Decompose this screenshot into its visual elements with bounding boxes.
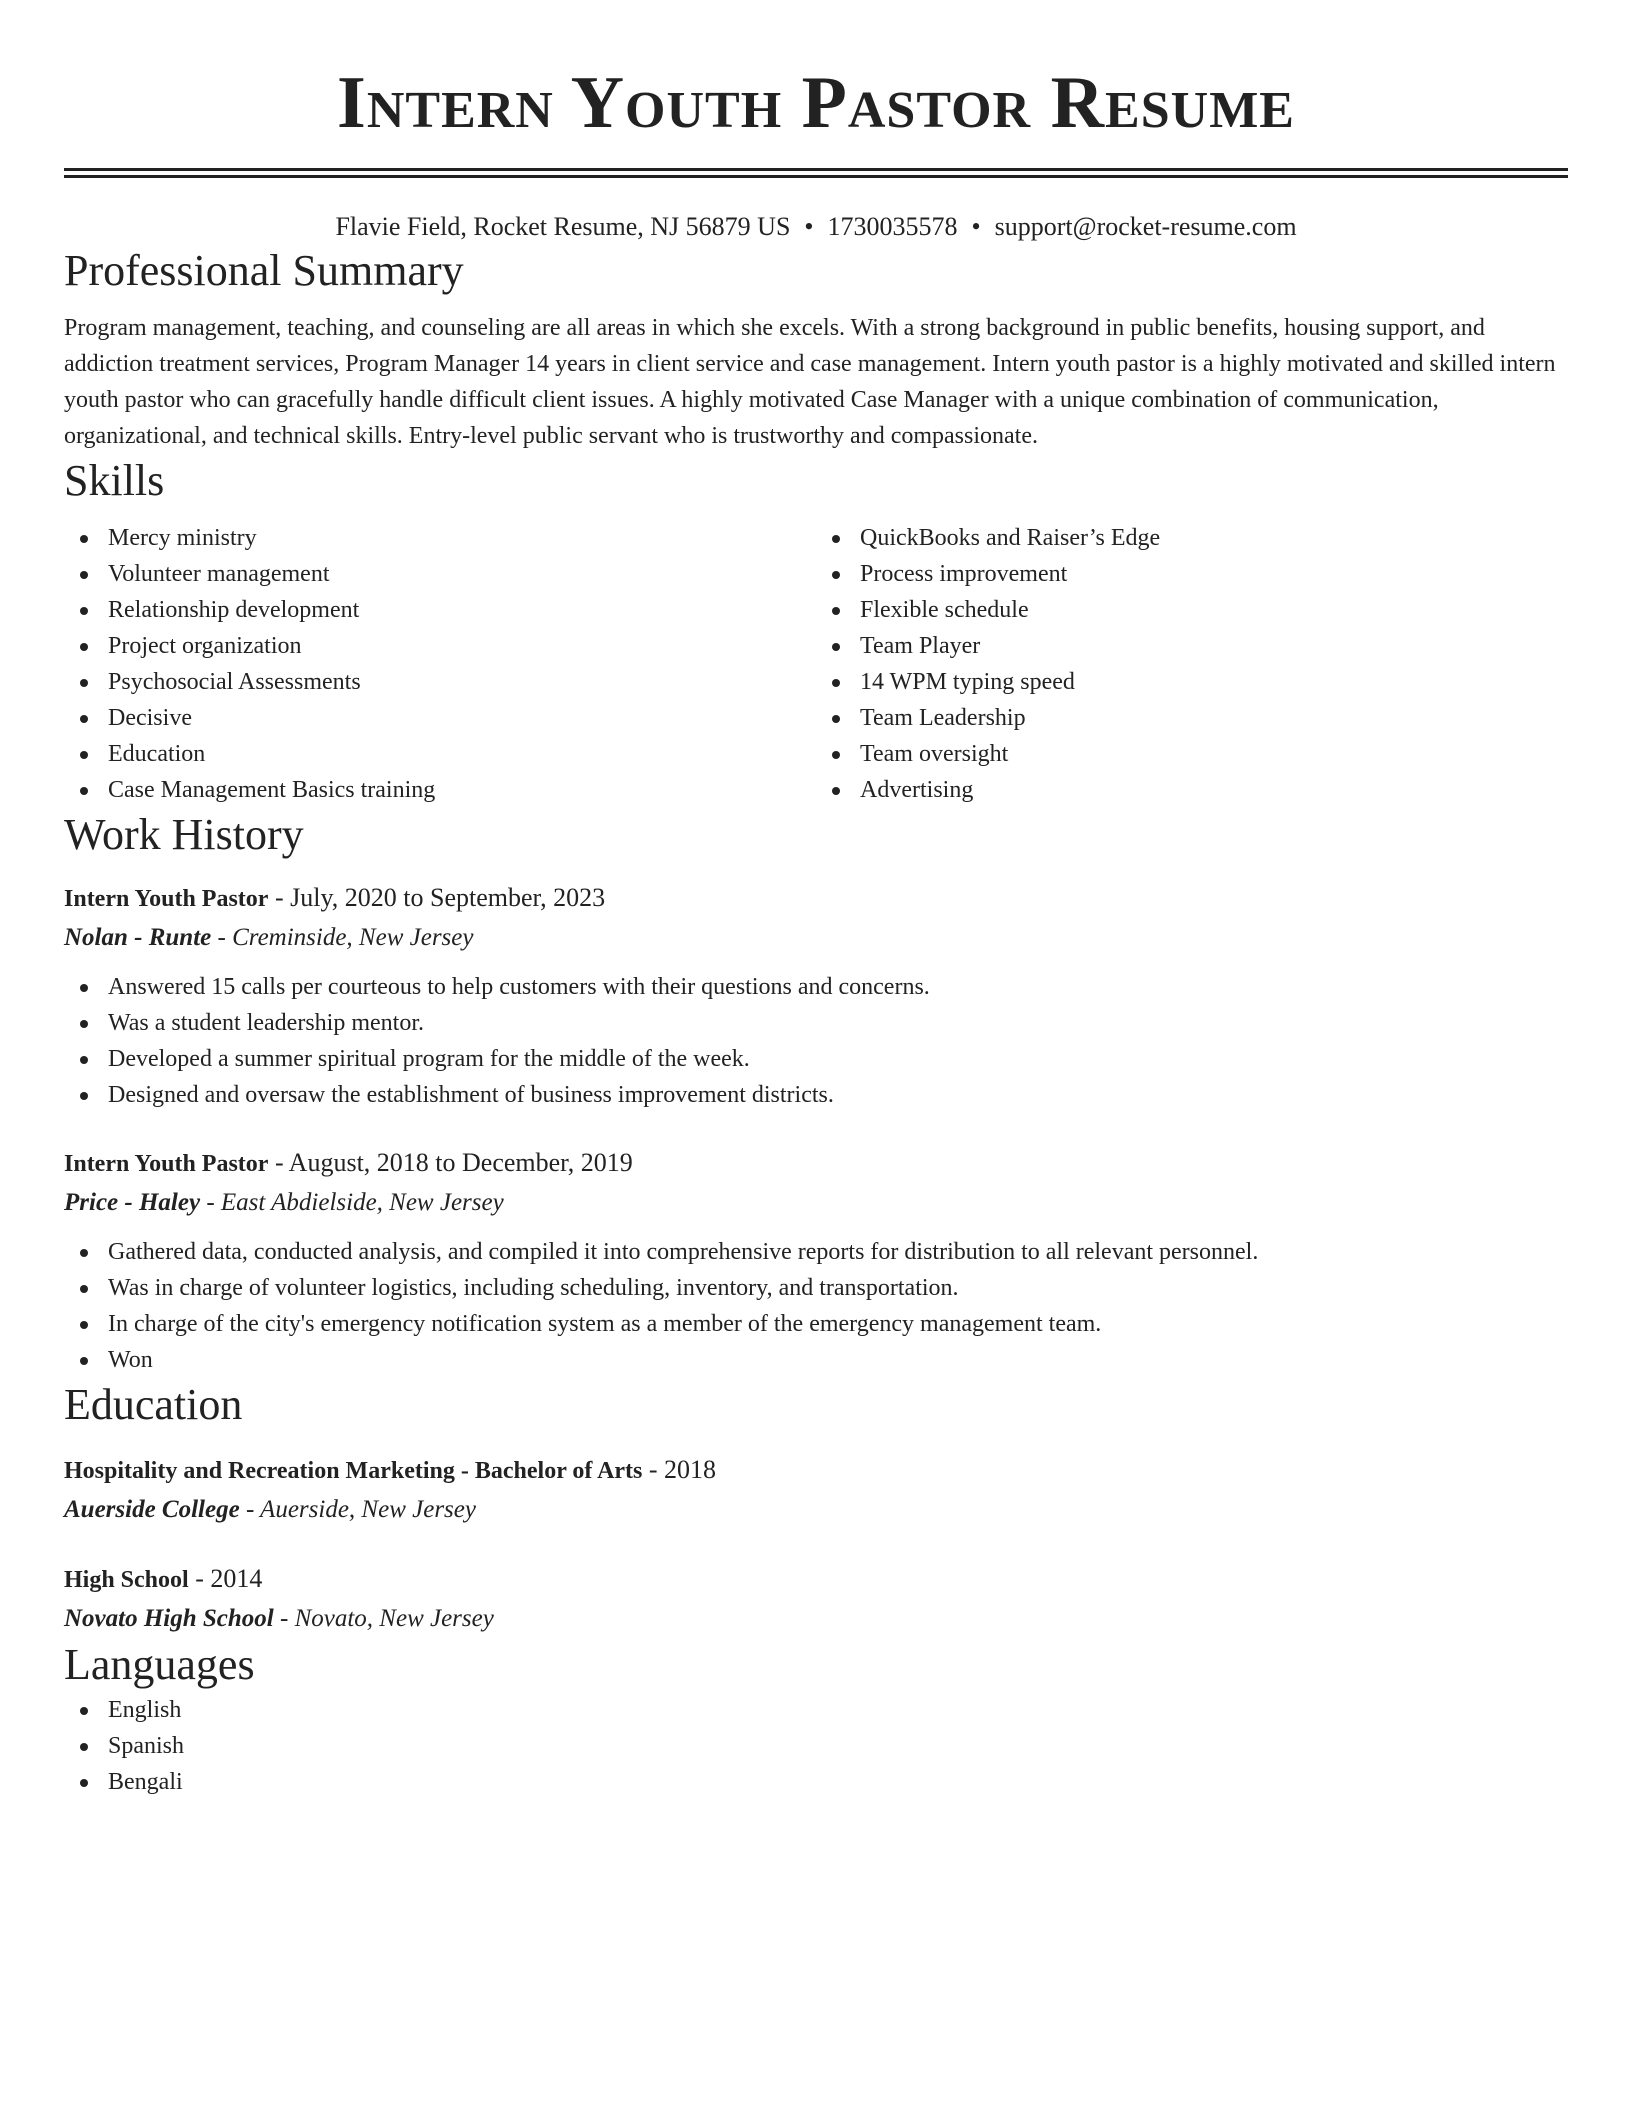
job-entry — [64, 1143, 1568, 1378]
job-duty: Was a student leadership mentor. — [64, 1005, 1568, 1041]
contact-email: support@rocket-resume.com — [994, 212, 1297, 241]
skill-item: Volunteer management — [64, 556, 816, 592]
job-duty: In charge of the city's emergency notification system as a member of the emergency management team. — [64, 1306, 1568, 1342]
language-item: Bengali — [64, 1764, 1568, 1800]
skill-item: Decisive — [64, 700, 816, 736]
skill-item: Project organization — [64, 628, 816, 664]
job-title-line — [64, 878, 1568, 919]
summary-heading: Professional Summary — [64, 246, 464, 295]
resume-page — [64, 0, 1568, 1800]
languages-list — [64, 1692, 1568, 1800]
contact-phone: 1730035578 — [827, 212, 958, 241]
job-duties-list — [64, 969, 1568, 1113]
work-history-heading: Work History — [64, 810, 304, 859]
skills-left-list — [64, 520, 816, 808]
skill-item: Team Leadership — [816, 700, 1568, 736]
education-location: - Novato, New Jersey — [273, 1605, 494, 1632]
education-school: Auerside College — [64, 1496, 240, 1523]
education-year: - 2014 — [188, 1564, 263, 1593]
job-duty: Answered 15 calls per courteous to help customers with their questions and concerns. — [64, 969, 1568, 1005]
job-title-line — [64, 1143, 1568, 1184]
skill-item: Team Player — [816, 628, 1568, 664]
education-degree-line — [64, 1559, 1568, 1600]
job-company-line — [64, 919, 1568, 957]
job-location: - East Abdielside, New Jersey — [200, 1189, 504, 1216]
job-duty: Gathered data, conducted analysis, and compiled it into comprehensive reports for distribution to all relevant personnel. — [64, 1234, 1568, 1270]
job-dates: - July, 2020 to September, 2023 — [268, 883, 606, 912]
skill-item: Flexible schedule — [816, 592, 1568, 628]
education-entry — [64, 1450, 1568, 1529]
skill-item: 14 WPM typing speed — [816, 664, 1568, 700]
job-company: Nolan - Runte — [64, 924, 212, 951]
job-entry — [64, 878, 1568, 1113]
education-degree: High School — [64, 1567, 189, 1593]
job-location: - Creminside, New Jersey — [211, 924, 474, 951]
skill-item: Education — [64, 736, 816, 772]
education-heading: Education — [64, 1380, 243, 1429]
education-year: - 2018 — [642, 1455, 717, 1484]
skills-right-list — [816, 520, 1568, 808]
language-item: Spanish — [64, 1728, 1568, 1764]
summary-text: Program management, teaching, and counseling are all areas in which she excels. With a strong background in public benefits, housing support, and addiction treatment services, Program Manager 14 years in client service and case management. Intern youth pastor is a highly motivated and skilled intern youth pastor who can gracefully handle difficult client issues. A highly motivated Case Manager with a unique combination of communication, organizational, and technical skills. Entry-level public servant who is trustworthy and compassionate. — [64, 315, 1556, 449]
contact-line — [64, 210, 1568, 244]
skill-item: Case Management Basics training — [64, 772, 816, 808]
contact-separator: • — [804, 212, 814, 241]
job-role: Intern Youth Pastor — [64, 1151, 269, 1177]
job-duties-list — [64, 1234, 1568, 1378]
contact-address: Flavie Field, Rocket Resume, NJ 56879 US — [335, 212, 791, 241]
education-degree-line — [64, 1450, 1568, 1491]
job-role: Intern Youth Pastor — [64, 886, 269, 912]
skills-heading: Skills — [64, 456, 165, 505]
job-duty: Won — [64, 1342, 1568, 1378]
education-school-line — [64, 1491, 1568, 1529]
education-entry — [64, 1559, 1568, 1638]
skills-columns — [64, 520, 1568, 808]
resume-title: Intern Youth Pastor Resume — [337, 62, 1295, 144]
skill-item: QuickBooks and Raiser’s Edge — [816, 520, 1568, 556]
job-duty: Developed a summer spiritual program for the middle of the week. — [64, 1041, 1568, 1077]
job-company: Price - Haley — [64, 1189, 201, 1216]
language-item: English — [64, 1692, 1568, 1728]
education-school-line — [64, 1600, 1568, 1638]
job-duty: Was in charge of volunteer logistics, including scheduling, inventory, and transportation. — [64, 1270, 1568, 1306]
skill-item: Psychosocial Assessments — [64, 664, 816, 700]
title-double-rule — [64, 168, 1568, 178]
skill-item: Mercy ministry — [64, 520, 816, 556]
education-degree: Hospitality and Recreation Marketing - Bachelor of Arts — [64, 1458, 643, 1484]
job-duty: Designed and oversaw the establishment of business improvement districts. — [64, 1077, 1568, 1113]
skill-item: Relationship development — [64, 592, 816, 628]
job-dates: - August, 2018 to December, 2019 — [268, 1148, 633, 1177]
languages-heading: Languages — [64, 1640, 255, 1689]
job-company-line — [64, 1184, 1568, 1222]
education-location: - Auerside, New Jersey — [239, 1496, 476, 1523]
contact-separator: • — [971, 212, 981, 241]
skill-item: Team oversight — [816, 736, 1568, 772]
education-school: Novato High School — [64, 1605, 274, 1632]
skill-item: Process improvement — [816, 556, 1568, 592]
skill-item: Advertising — [816, 772, 1568, 808]
